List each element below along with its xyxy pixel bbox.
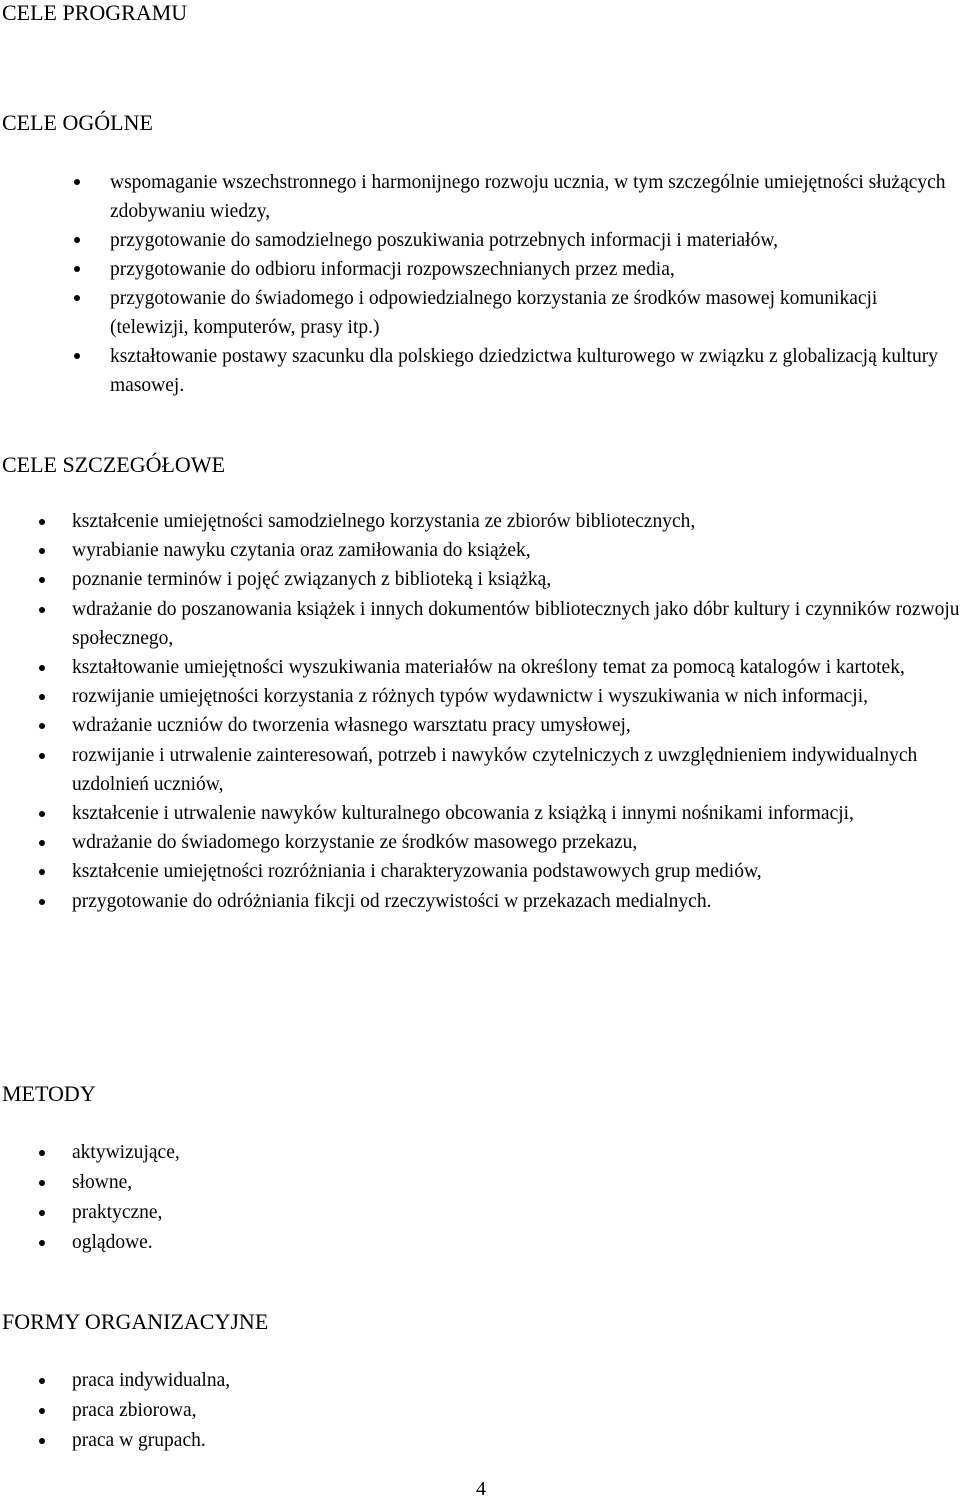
list-item: wdrażanie do świadomego korzystanie ze środków masowego przekazu, <box>72 828 960 857</box>
document-title: CELE PROGRAMU <box>2 0 188 25</box>
list-item: wdrażanie uczniów do tworzenia własnego warsztatu pracy umysłowej, <box>72 711 960 740</box>
list-formy-organizacyjne <box>72 1366 672 1456</box>
list-item: kształcenie umiejętności samodzielnego korzystania ze zbiorów bibliotecznych, <box>72 507 960 536</box>
list-metody <box>72 1138 672 1258</box>
section-heading-metody: METODY <box>2 1081 96 1106</box>
list-cele-ogolne <box>110 168 956 400</box>
list-item: oglądowe. <box>72 1228 672 1258</box>
list-item: praca w grupach. <box>72 1426 672 1456</box>
section-heading-formy-organizacyjne: FORMY ORGANIZACYJNE <box>2 1309 269 1334</box>
list-item: poznanie terminów i pojęć związanych z biblioteką i książką, <box>72 565 960 594</box>
list-item: przygotowanie do świadomego i odpowiedzialnego korzystania ze środków masowej komunikacji (telewizji, komputerów, prasy itp.) <box>110 284 956 342</box>
section-heading-cele-ogolne: CELE OGÓLNE <box>2 110 153 135</box>
list-item: rozwijanie umiejętności korzystania z różnych typów wydawnictw i wyszukiwania w nich informacji, <box>72 682 960 711</box>
list-item: przygotowanie do samodzielnego poszukiwania potrzebnych informacji i materiałów, <box>110 226 956 255</box>
list-item: praca indywidualna, <box>72 1366 672 1396</box>
list-item: wdrażanie do poszanowania książek i innych dokumentów bibliotecznych jako dóbr kultury i czynników rozwoju społecznego, <box>72 595 960 653</box>
list-item: aktywizujące, <box>72 1138 672 1168</box>
section-heading-cele-szczegolowe: CELE SZCZEGÓŁOWE <box>2 452 226 477</box>
list-item: przygotowanie do odróżniania fikcji od rzeczywistości w przekazach medialnych. <box>72 887 960 916</box>
list-item: praca zbiorowa, <box>72 1396 672 1426</box>
list-item: przygotowanie do odbioru informacji rozpowszechnianych przez media, <box>110 255 956 284</box>
list-item: kształtowanie postawy szacunku dla polskiego dziedzictwa kulturowego w związku z globalizacją kultury masowej. <box>110 342 956 400</box>
list-item: praktyczne, <box>72 1198 672 1228</box>
list-item: słowne, <box>72 1168 672 1198</box>
list-item: rozwijanie i utrwalenie zainteresowań, potrzeb i nawyków czytelniczych z uwzględnieniem indywidualnych uzdolnień uczniów, <box>72 741 960 799</box>
list-cele-szczegolowe <box>72 507 960 916</box>
list-item: kształtowanie umiejętności wyszukiwania materiałów na określony temat za pomocą katalogów i kartotek, <box>72 653 960 682</box>
list-item: wyrabianie nawyku czytania oraz zamiłowania do książek, <box>72 536 960 565</box>
list-item: wspomaganie wszechstronnego i harmonijnego rozwoju ucznia, w tym szczególnie umiejętności służących zdobywaniu wiedzy, <box>110 168 956 226</box>
list-item: kształcenie umiejętności rozróżniania i charakteryzowania podstawowych grup mediów, <box>72 857 960 886</box>
page-number: 4 <box>476 1478 486 1500</box>
list-item: kształcenie i utrwalenie nawyków kulturalnego obcowania z książką i innymi nośnikami informacji, <box>72 799 960 828</box>
